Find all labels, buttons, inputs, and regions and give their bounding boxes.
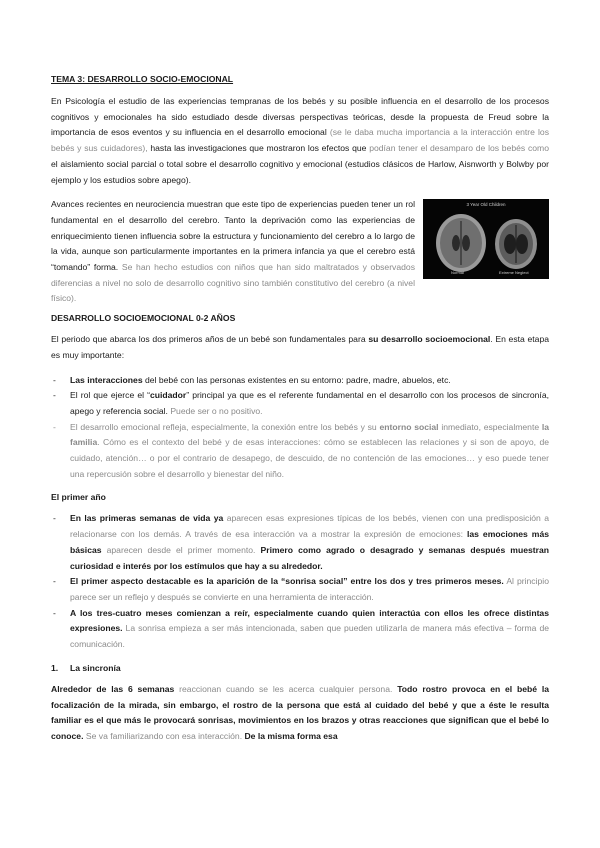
list-item-bold: las emociones más básicas (70, 529, 550, 555)
figure-left-label: Normal (451, 270, 464, 276)
synchrony-text-a: Alrededor de las 6 semanas (51, 683, 175, 694)
list-item-bold: En las primeras semanas de vida ya (70, 513, 224, 524)
intro-paragraph (51, 94, 549, 188)
list-item: - El desarrollo emocional refleja, especialmente, la conexión entre los bebés y su entorno social inmediato, especialmente la familia. Cómo es el contexto del bebé y de esas interacciones: cómo se establecen las relaciones y si son de apoyo, de cuidado, atención… o por el contrario de desapego, de descuido, de no contención de las emociones… y eso puede tener una repercusión sobre el desarrollo y bienestar del niño. (51, 420, 549, 483)
synchrony-text-b: reaccionan cuando se les acerca cualquier persona. (179, 683, 393, 694)
brain-scans-image (423, 199, 549, 279)
neuro-block (51, 197, 549, 307)
list-item-text: El desarrollo emocional refleja, especialmente, la conexión entre los bebés y su (70, 421, 377, 432)
section-number: 1. (51, 662, 59, 673)
synchrony-paragraph (51, 682, 549, 745)
list-item-text: inmediato, especialmente (441, 421, 540, 432)
period-text-c: . En esta etapa es muy importante: (51, 334, 549, 360)
list-item-bold: entorno social (379, 421, 439, 432)
list-item-bold: A los tres-cuatro meses comienzan a reír, especialmente cuando quien interactúa con ellos les ofrece distintas expresiones. (70, 607, 549, 634)
list-item-note: La sonrisa empieza a ser más intencionada, saben que pueden utilizarla de manera más efectiva – forma de comunicación. (70, 623, 550, 650)
section-heading-first-year: El primer año (51, 492, 106, 503)
period-text-a: El periodo que abarca los dos primeros años de un bebé son fundamentales para (51, 334, 366, 345)
list-item (51, 574, 549, 605)
list-item-note: Al principio parece ser un reflejo y después se convierte en una herramienta de interacción. (70, 576, 549, 602)
list-item (51, 373, 549, 389)
list-item-text: del bebé con las personas existentes en su entorno: padre, madre, abuelos, etc. (145, 374, 451, 385)
intro-text-b: (se le daba mucha importancia a la interacción entre los bebés y sus cuidadores), (51, 127, 549, 154)
importance-list (51, 373, 549, 483)
neuro-paragraph (51, 197, 415, 307)
list-item-text: El rol que ejerce el “ (70, 390, 150, 401)
list-item-bold: El primer aspecto destacable es la aparición de la “sonrisa social” entre los dos y tres primeros meses. (70, 576, 504, 587)
list-item-note: Cómo es el contexto del bebé y de esas interacciones: cómo se establecen las relaciones y si son de apoyo, de cuidado, atención… o por el contrario de desapego, de descuido, de no contención de las emociones… y eso puede tener una repercusión sobre el desarrollo y bienestar del niño. (70, 437, 549, 479)
document-title: TEMA 3: DESARROLLO SOCIO-EMOCIONAL (51, 74, 234, 84)
intro-text-e: el aislamiento social parcial o total sobre el desarrollo cognitivo y emocional (estudios clásicos de Harlow, Aisnworth y Bolwby por ejemplo y los estudios sobre apego). (51, 158, 549, 185)
figure-right-label: Extreme Neglect (499, 270, 529, 276)
synchrony-text-d: Se va familiarizando con esa interacción. (85, 730, 243, 741)
list-item (51, 511, 549, 574)
list-item (51, 388, 549, 419)
figure-caption: 3 Year Old Children (466, 202, 506, 208)
list-item-note: aparecen desde el primer momento. (106, 544, 256, 555)
list-item-bold: Primero como agrado o desagrado y semanas después muestran curiosidad e interés por los estímulos que hay a su alrededor. (70, 544, 549, 571)
list-item-note: aparecen esas expresiones típicas de los bebés, vienen con una predisposición a relacionarse con los demás. A través de esa interacción va a mostrar la expresión de emociones: (70, 513, 549, 540)
neuro-text-a: Avances recientes en neurociencia muestran que este tipo de experiencias pueden tener un rol fundamental en el desarrollo del cerebro. Tanto la deprivación como las experiencias de enriquecimiento tienen influencia sobre la estructura y funcionamiento del cerebro a lo largo de la vida, aunque son particularmente importantes en la primera infancia ya que el cerebro está “tomando” forma. (51, 199, 415, 273)
list-item-note: Puede ser o no positivo. (170, 405, 263, 416)
list-item (51, 606, 549, 653)
first-year-list (51, 511, 549, 652)
neuro-text-b: Se han hecho estudios con niños que han sido maltratados y observados diferencias a nivel no solo de desarrollo cognitivo sino también constitutivo del cerebro (a nivel físico). (51, 262, 415, 304)
section-heading-0-2: DESARROLLO SOCIOEMOCIONAL 0-2 AÑOS (51, 313, 236, 324)
intro-text-a: En Psicología el estudio de las experiencias tempranas de los bebés y su posible influencia en el desarrollo de los procesos cognitivos y emocionales ha sido estudiado desde diversas perspectivas teóricas, desde la propuesta de Freud sobre la importancia de esos eventos y su influencia en el desarrollo emocional (51, 96, 549, 138)
brain-scan-figure (423, 199, 549, 279)
period-paragraph (51, 332, 549, 363)
synchrony-text-c: Todo rostro provoca en el bebé la focalización de la mirada, sin embargo, el rostro de la persona que está al cuidado del bebé y que a éste le resulta familiar es el que más le provocará sonrisas, movimientos en los brazos y otras reacciones que significan que el bebé lo conoce. (51, 683, 550, 741)
section-label: La sincronía (70, 662, 121, 673)
list-item-text: ” principal ya que es el referente fundamental en el desarrollo con los procesos de sincronía, apego y referencia social. (70, 390, 549, 416)
intro-text-d: podían tener el desamparo de los bebés como (369, 143, 549, 154)
list-item-bold: cuidador (149, 390, 187, 401)
period-text-b: su desarrollo socioemocional (368, 334, 491, 345)
intro-text-c: hasta las investigaciones que mostraron los efectos que (150, 143, 367, 154)
section-heading-synchrony (51, 663, 549, 673)
list-item-bold: Las interacciones (70, 374, 143, 385)
list-item-bold: la familia (70, 421, 550, 448)
synchrony-text-e: De la misma forma esa (244, 730, 338, 741)
